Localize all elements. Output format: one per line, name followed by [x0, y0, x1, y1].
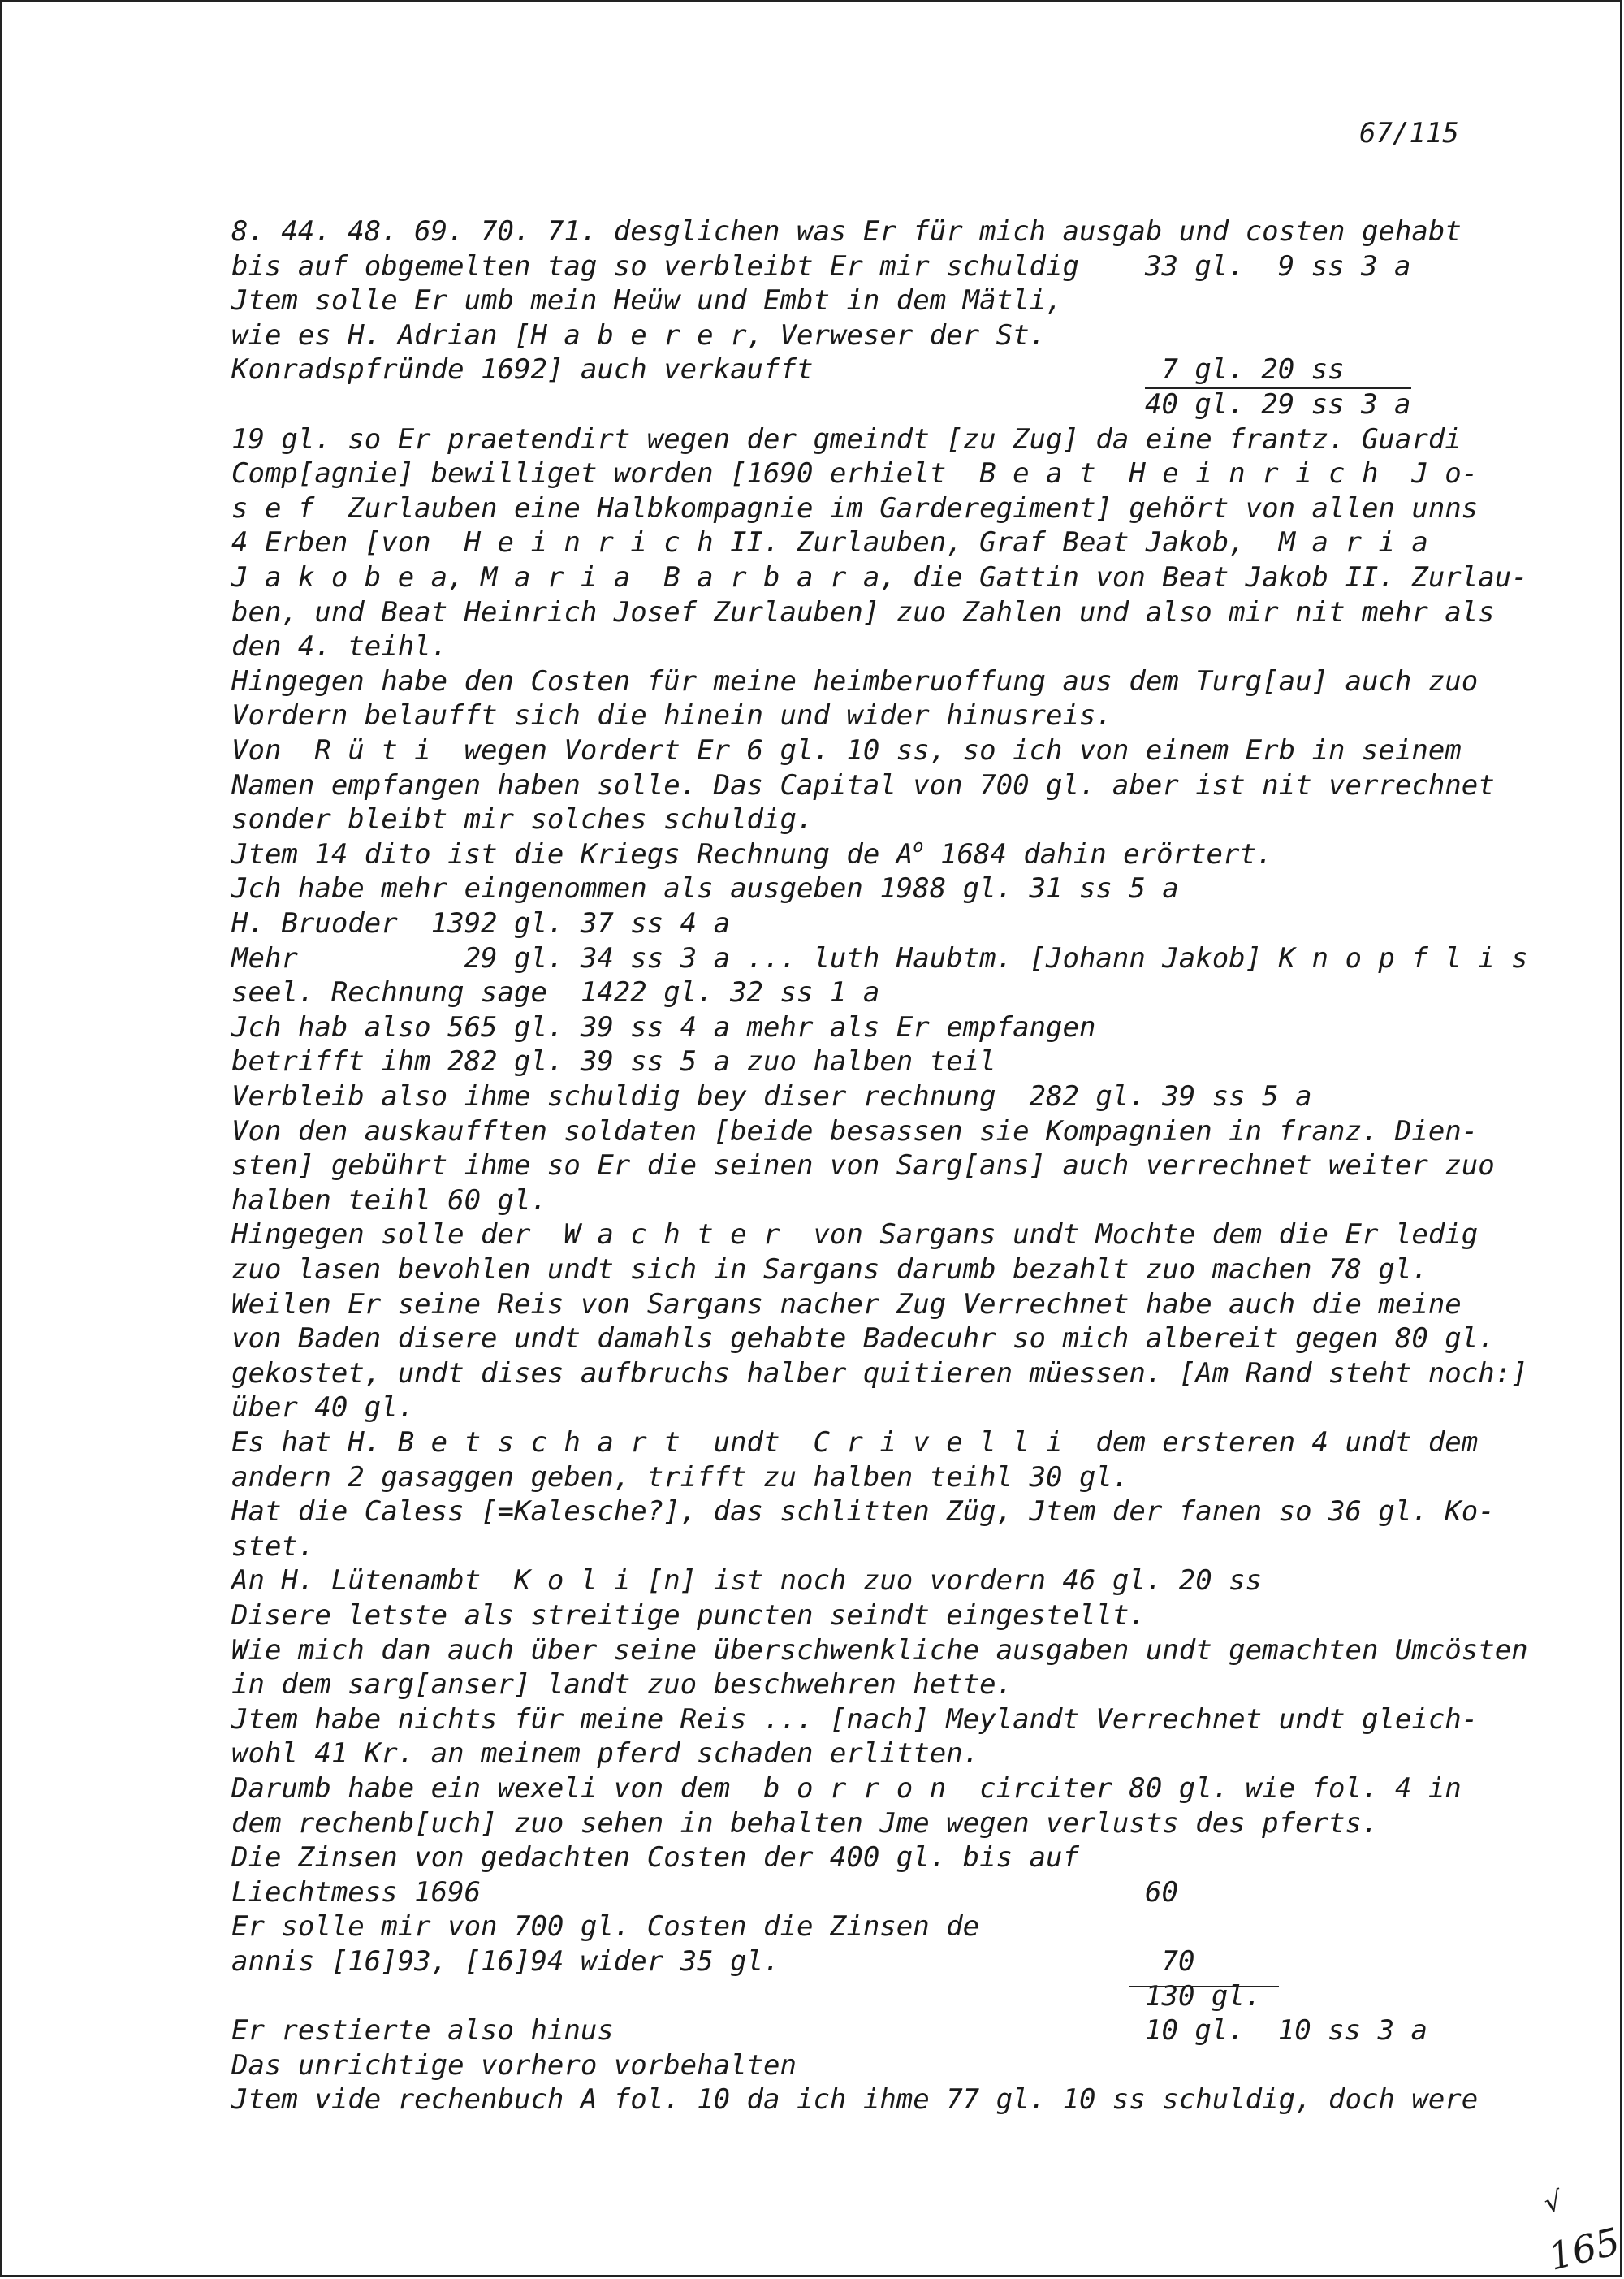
line-text: Jch hab also 565 gl. 39 ss 4 a mehr als Er empfangen [231, 1010, 1096, 1044]
text-line [231, 1736, 1531, 1771]
line-text: bis auf obgemelten tag so verbleibt Er mir schuldig [231, 249, 1079, 283]
line-text: Jtem habe nichts für meine Reis ... [nach] Meylandt Verrechnet undt gleich- [231, 1702, 1479, 1736]
text-line [231, 1944, 1531, 1979]
line-text: Darumb habe ein wexeli von dem b o r r o n circiter 80 gl. wie fol. 4 in [231, 1772, 1462, 1805]
text-line [231, 1252, 1531, 1287]
text-line [231, 2082, 1531, 2117]
text-line [231, 733, 1531, 768]
line-text: 8. 44. 48. 69. 70. 71. desglichen was Er für mich ausgab und costen gehabt [231, 215, 1462, 248]
text-line [231, 2013, 1531, 2048]
line-text: Weilen Er seine Reis von Sargans nacher Zug Verrechnet habe auch die meine [231, 1287, 1462, 1321]
text-line [231, 1287, 1531, 1322]
text-line [231, 768, 1531, 803]
amount-column: 130 gl. [1145, 1979, 1262, 2013]
amount-column: 33 gl. 9 ss 3 a [1145, 249, 1411, 283]
line-text: zuo lasen bevohlen undt sich in Sargans darumb bezahlt zuo machen 78 gl. [231, 1253, 1428, 1286]
amount-column: 10 gl. 10 ss 3 a [1145, 2014, 1427, 2048]
line-text: wohl 41 Kr. an meinem pferd schaden erlitten. [231, 1737, 980, 1771]
text-line [231, 1425, 1531, 1460]
line-text: Er solle mir von 700 gl. Costen die Zinsen de [231, 1910, 980, 1944]
line-text: von Baden disere undt damahls gehabte Badecuhr so mich albereit gegen 80 gl. [231, 1322, 1495, 1356]
sum-rule-1 [1129, 1986, 1279, 1987]
line-text: Es hat H. B e t s c h a r t undt C r i v e l l i dem ersteren 4 undt dem [231, 1426, 1479, 1459]
text-line [231, 837, 1531, 872]
text-line [231, 491, 1531, 526]
text-line [231, 318, 1531, 353]
text-line [231, 1114, 1531, 1149]
text-line [231, 1875, 1531, 1910]
text-line [231, 214, 1531, 249]
line-text: Hingegen habe den Costen für meine heimberuoffung aus dem Turg[au] auch zuo [231, 664, 1479, 698]
text-line [231, 1044, 1531, 1079]
text-line [231, 249, 1531, 284]
line-text: Liechtmess 1696 [231, 1875, 482, 1909]
text-line [231, 1702, 1531, 1737]
line-text: andern 2 gasaggen geben, trifft zu halben teihl 30 gl. [231, 1460, 1129, 1494]
line-text: Hat die Caless [=Kalesche?], das schlitten Züg, Jtem der fanen so 36 gl. Ko- [231, 1495, 1495, 1529]
line-text: Namen empfangen haben solle. Das Capital von 700 gl. aber ist nit verrechnet [231, 768, 1495, 802]
line-text: Disere letste als streitige puncten seindt eingestellt. [231, 1599, 1146, 1632]
text-line [231, 664, 1531, 699]
text-line [231, 1183, 1531, 1218]
line-text: annis [16]93, [16]94 wider 35 gl. [231, 1945, 780, 1978]
line-text: dem rechenb[uch] zuo sehen in behalten Jme wegen verlusts des pferts. [231, 1806, 1379, 1840]
line-text: J a k o b e a, M a r i a B a r b a r a, die Gattin von Beat Jakob II. Zurlau- [231, 561, 1528, 594]
text-line [231, 1806, 1531, 1841]
line-text: sten] gebührt ihme so Er die seinen von Sarg[ans] auch verrechnet weiter zuo [231, 1149, 1495, 1183]
text-line [231, 1148, 1531, 1183]
text-line [231, 422, 1531, 457]
amount-column: 70 [1145, 1945, 1195, 1978]
line-text: betrifft ihm 282 gl. 39 ss 5 a zuo halben teil [231, 1045, 996, 1079]
text-line [231, 525, 1531, 560]
amount-column: 60 [1145, 1875, 1178, 1909]
line-text: gekostet, undt dises aufbruchs halber quitieren müessen. [Am Rand steht noch:] [231, 1356, 1528, 1390]
text-line [231, 595, 1531, 630]
line-text: Wie mich dan auch über seine überschwenkliche ausgaben undt gemachten Umcösten [231, 1633, 1528, 1667]
line-text: An H. Lütenambt K o l i [n] ist noch zuo vordern 46 gl. 20 ss [231, 1564, 1263, 1598]
text-line [231, 906, 1531, 941]
text-line [231, 1563, 1531, 1598]
text-line [231, 1390, 1531, 1425]
text-line [231, 352, 1531, 387]
line-text: Mehr 29 gl. 34 ss 3 a ... luth Haubtm. [Johann Jakob] K n o p f l i s [231, 941, 1528, 975]
line-text: den 4. teihl. [231, 630, 448, 664]
text-line [231, 1356, 1531, 1391]
line-text: Verbleib also ihme schuldig bey diser rechnung 282 gl. 39 ss 5 a [231, 1080, 1312, 1113]
line-text: Jtem vide rechenbuch A fol. 10 da ich ihme 77 gl. 10 ss schuldig, doch were [231, 2083, 1479, 2117]
line-text: s e f Zurlauben eine Halbkompagnie im Garderegiment] gehört von allen unns [231, 491, 1479, 525]
text-line [231, 1979, 1531, 2014]
text-line [231, 1460, 1531, 1495]
text-line [231, 698, 1531, 733]
line-text: halben teihl 60 gl. [231, 1183, 547, 1217]
line-text: Er restierte also hinus [231, 2014, 614, 2048]
text-line [231, 387, 1531, 422]
superscript: o [913, 836, 924, 857]
line-text: Das unrichtige vorhero vorbehalten [231, 2048, 797, 2082]
line-text: Jch habe mehr eingenommen als ausgeben 1988 gl. 31 ss 5 a [231, 872, 1179, 906]
line-text: Konradspfründe 1692] auch verkaufft [231, 353, 814, 387]
page-number: 67/115 [1359, 117, 1459, 149]
text-line [231, 1010, 1531, 1045]
text-line [231, 1494, 1531, 1529]
text-line [231, 560, 1531, 595]
text-line [231, 456, 1531, 491]
text-line [231, 1321, 1531, 1356]
line-text: stet. [231, 1529, 315, 1563]
text-line [231, 1598, 1531, 1633]
text-line [231, 1633, 1531, 1668]
line-text: ben, und Beat Heinrich Josef Zurlauben] zuo Zahlen und also mir nit mehr als [231, 595, 1495, 629]
line-text: Vordern belaufft sich die hinein und wider hinusreis. [231, 699, 1112, 733]
text-line [231, 871, 1531, 906]
text-line [231, 802, 1531, 837]
text-line [231, 1529, 1531, 1564]
text-line [231, 941, 1531, 976]
amount-column: 7 gl. 20 ss [1145, 352, 1411, 389]
check-mark: √ [1541, 2185, 1566, 2221]
text-line [231, 1909, 1531, 1944]
line-text: 19 gl. so Er praetendirt wegen der gmeindt [zu Zug] da eine frantz. Guardi [231, 422, 1462, 456]
text-line [231, 1217, 1531, 1252]
line-text: Comp[agnie] bewilliget worden [1690 erhielt B e a t H e i n r i c h J o- [231, 457, 1479, 491]
line-text: Von R ü t i wegen Vordert Er 6 gl. 10 ss, so ich von einem Erb in seinem [231, 734, 1462, 767]
text-line [231, 2048, 1531, 2083]
text-line [231, 975, 1531, 1010]
line-text: Von den auskaufften soldaten [beide besassen sie Kompagnien in franz. Dien- [231, 1114, 1479, 1148]
text-line [231, 629, 1531, 664]
text-line [231, 283, 1531, 318]
line-text: in dem sarg[anser] landt zuo beschwehren hette. [231, 1668, 1013, 1702]
handwritten-folio-number: 165 [1544, 2219, 1624, 2279]
line-text: H. Bruoder 1392 gl. 37 ss 4 a [231, 907, 731, 940]
line-text: Die Zinsen von gedachten Costen der 400 gl. bis auf [231, 1841, 1079, 1875]
line-text: seel. Rechnung sage 1422 gl. 32 ss 1 a [231, 976, 880, 1010]
line-text: sonder bleibt mir solches schuldig. [231, 803, 814, 837]
line-text: 4 Erben [von H e i n r i c h II. Zurlauben, Graf Beat Jakob, M a r i a [231, 526, 1428, 560]
text-line [231, 1840, 1531, 1875]
text-line [231, 1771, 1531, 1806]
line-text: Jtem 14 dito ist die Kriegs Rechnung de $A^o$ 1684 dahin erörtert. [231, 836, 1273, 871]
line-text: wie es H. Adrian [H a b e r e r, Verweser der St. [231, 318, 1047, 352]
line-text: Hingegen solle der W a c h t e r von Sargans undt Mochte dem die Er ledig [231, 1218, 1479, 1252]
amount-column: 40 gl. 29 ss 3 a [1145, 388, 1411, 421]
line-text: über 40 gl. [231, 1391, 415, 1425]
line-text: Jtem solle Er umb mein Heüw und Embt in dem Mätli, [231, 284, 1063, 318]
text-line [231, 1667, 1531, 1702]
text-line [231, 1079, 1531, 1114]
